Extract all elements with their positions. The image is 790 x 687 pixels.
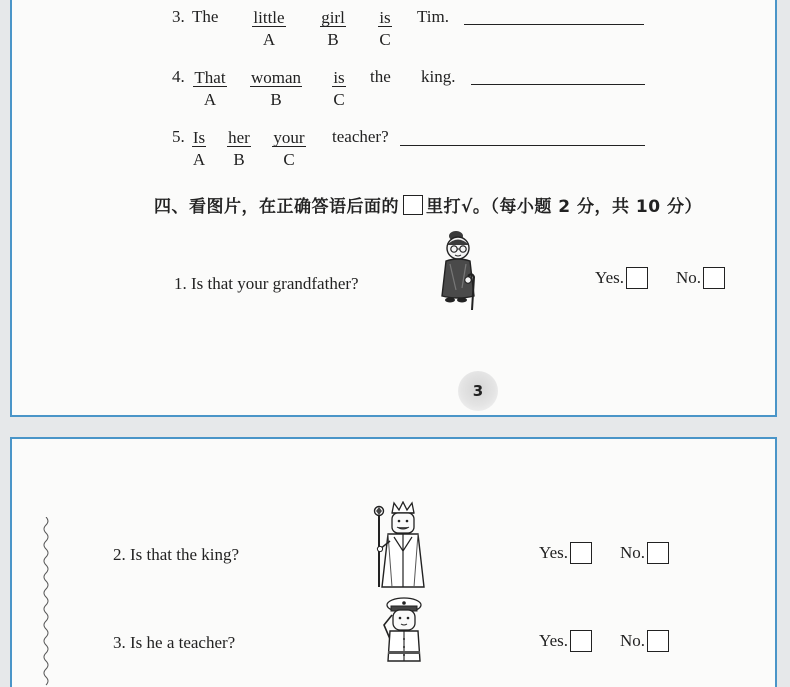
section-4-heading-prefix: 四、看图片，在正确答语后面的 (154, 197, 399, 217)
item-3-last-word: Tim. (417, 7, 449, 26)
question-2-yes-label: Yes. (539, 543, 568, 562)
question-2-yes-checkbox[interactable] (570, 542, 592, 564)
item-3-option-a: little A (253, 8, 285, 49)
page-number-badge: 3 (458, 371, 498, 411)
item-5-number: 5. (172, 127, 185, 146)
item-4-option-b: woman B (250, 68, 302, 109)
item-5-option-b: her B (228, 128, 250, 169)
binding-wavy-line (42, 517, 50, 687)
item-4-word-the: the (370, 67, 391, 86)
item-3-option-b: girl B (321, 8, 345, 49)
item-5-last-word: teacher? (332, 127, 389, 146)
question-1-no-label: No. (676, 268, 702, 287)
question-1-yes-checkbox[interactable] (626, 267, 648, 289)
grandmother-with-cane-icon (432, 230, 488, 312)
item-3-option-c: is C (379, 8, 391, 49)
item-4-answer-line[interactable] (471, 84, 645, 85)
item-4-option-a: That A (194, 68, 226, 109)
question-3-yes-checkbox[interactable] (570, 630, 592, 652)
item-3-first-word: The (192, 7, 219, 26)
question-3-answers (539, 630, 669, 652)
question-1-text: 1. Is that your grandfather? (174, 274, 359, 293)
question-3-text: 3. Is he a teacher? (113, 633, 236, 652)
item-3-number: 3. (172, 7, 185, 26)
question-3-no-checkbox[interactable] (647, 630, 669, 652)
item-4-word-king: king. (421, 67, 456, 86)
worksheet-page-3 (10, 0, 777, 417)
question-2-no-label: No. (620, 543, 646, 562)
question-3-yes-label: Yes. (539, 631, 568, 650)
item-5-answer-line[interactable] (400, 145, 645, 146)
item-3-answer-line[interactable] (464, 24, 644, 25)
king-with-scepter-icon (370, 501, 432, 589)
question-2-text: 2. Is that the king? (113, 545, 240, 564)
police-officer-saluting-icon (378, 595, 430, 677)
question-2-no-checkbox[interactable] (647, 542, 669, 564)
section-4-heading-suffix: 里打√。（每小题 2 分，共 10 分） (426, 197, 702, 217)
question-1-no-checkbox[interactable] (703, 267, 725, 289)
question-1-yes-label: Yes. (595, 268, 624, 287)
checkbox-symbol-icon (403, 195, 423, 215)
item-5-option-a: Is A (192, 128, 206, 169)
item-5-option-c: your C (273, 128, 305, 169)
question-3-no-label: No. (620, 631, 646, 650)
section-4-heading (154, 192, 702, 217)
item-4-option-c: is C (333, 68, 345, 109)
item-4-number: 4. (172, 67, 185, 86)
question-2-answers (539, 542, 669, 564)
question-1-answers (595, 267, 725, 289)
worksheet-page-4 (10, 437, 777, 687)
